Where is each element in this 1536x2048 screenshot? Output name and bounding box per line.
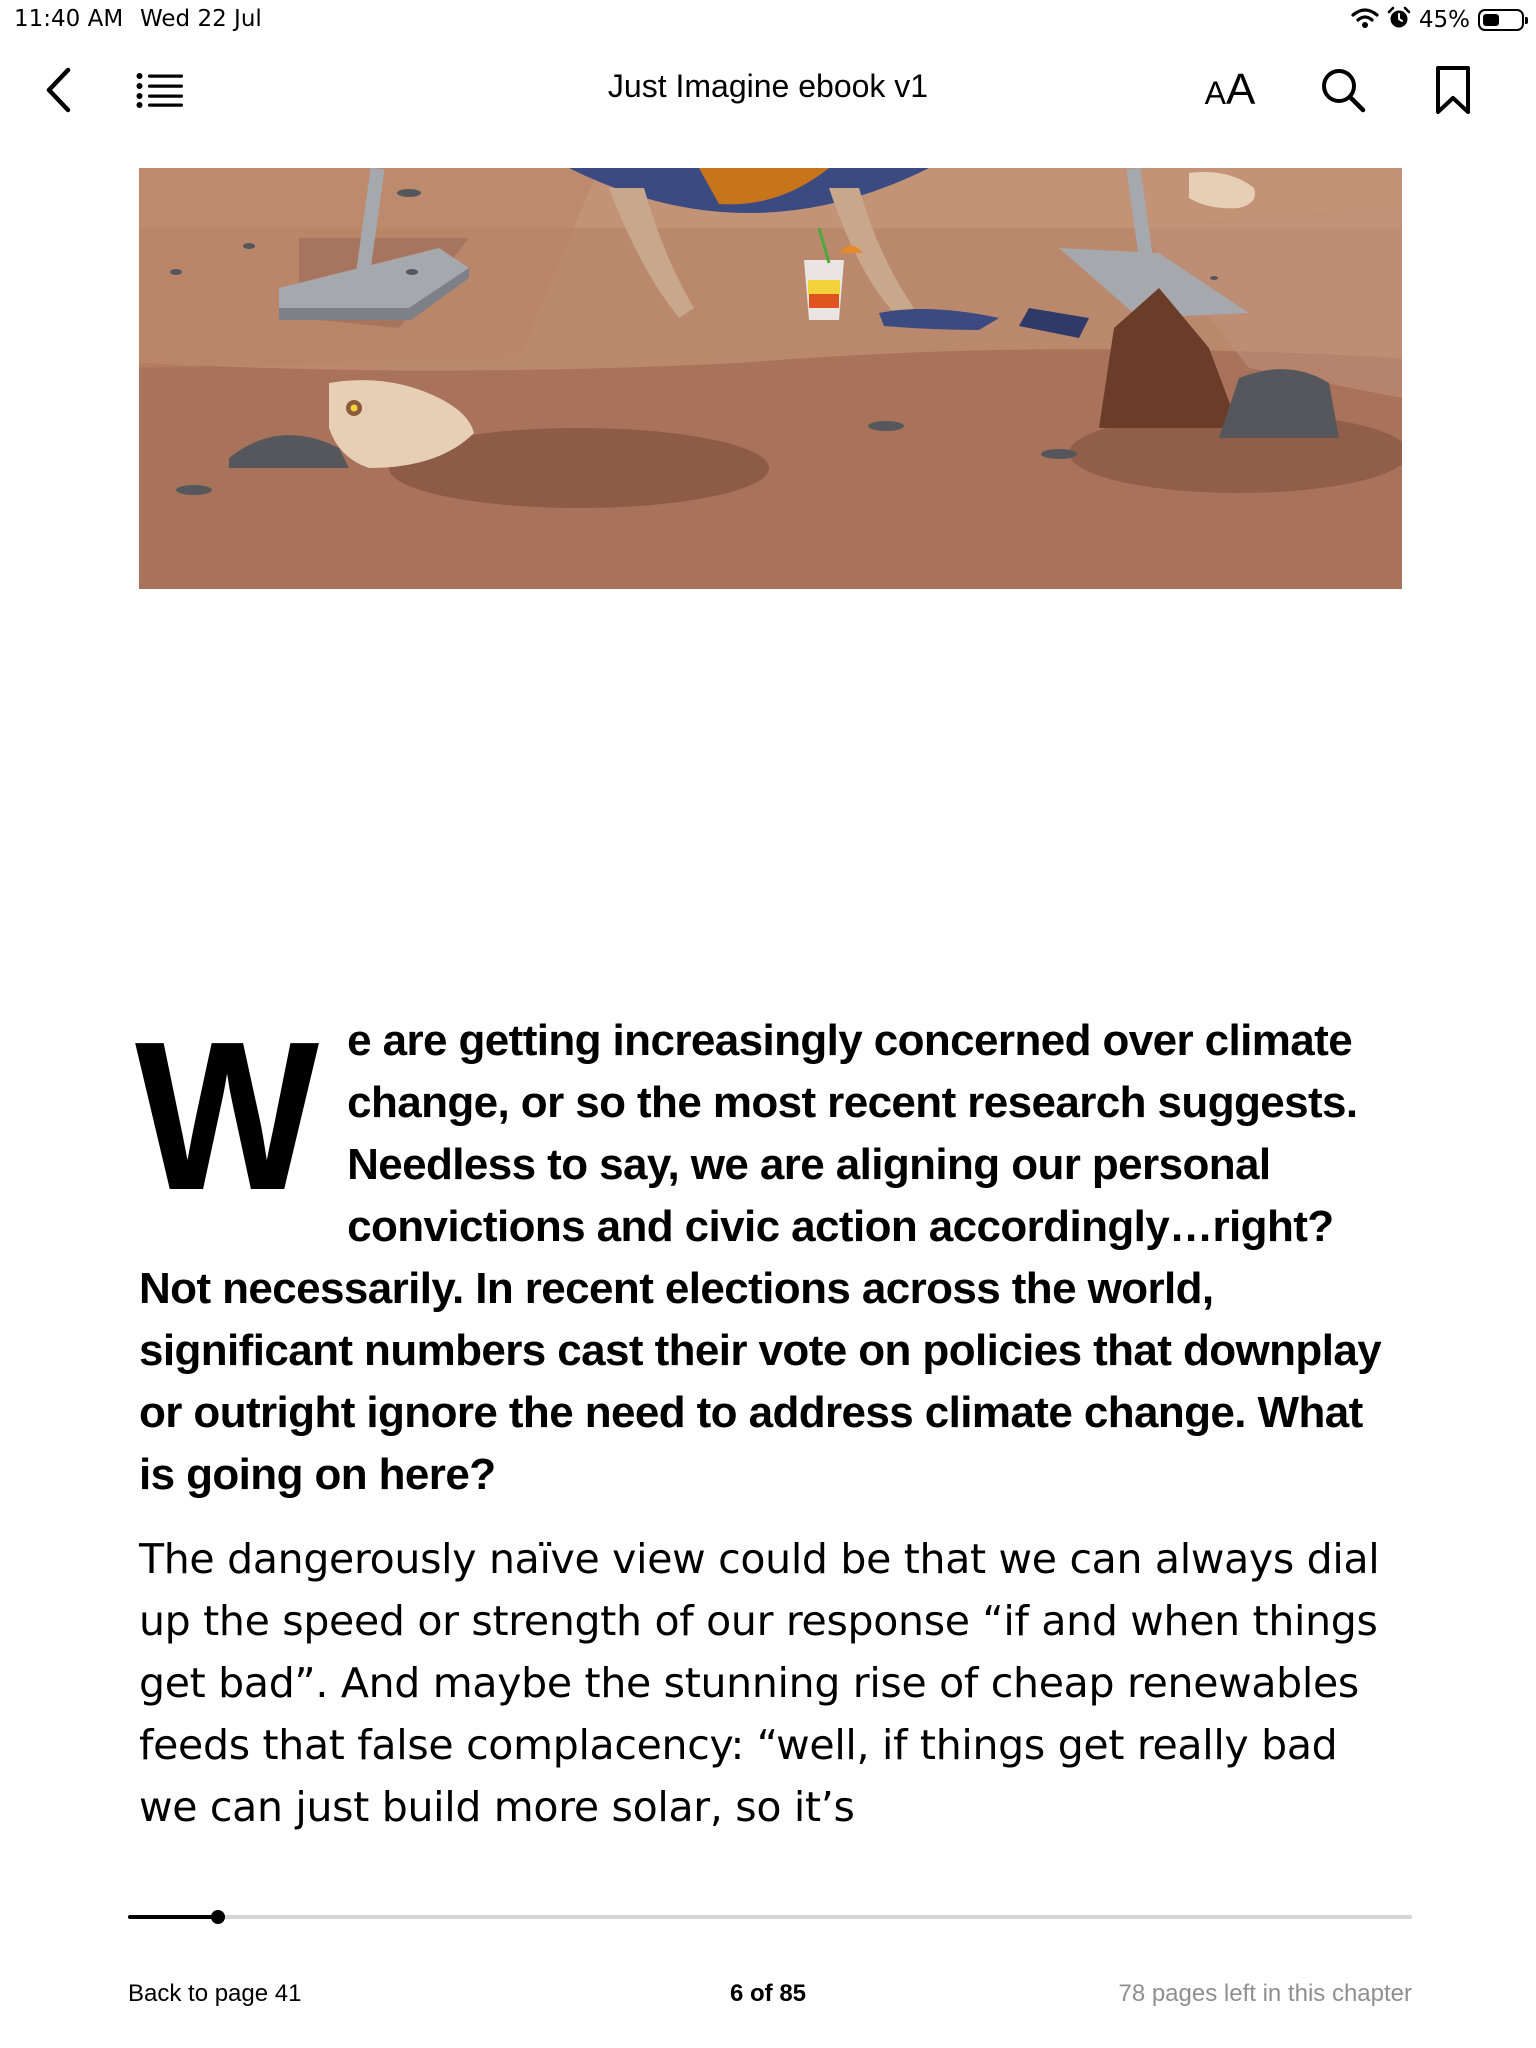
font-size-small-letter: A	[1204, 75, 1226, 111]
chapter-illustration	[139, 168, 1402, 589]
status-indicators	[1351, 6, 1524, 34]
alarm-icon	[1387, 6, 1411, 34]
book-title: Just Imagine ebook v1	[607, 68, 929, 104]
status-bar	[0, 0, 1536, 40]
battery-percentage: 45%	[1418, 7, 1470, 33]
drop-cap-letter: W	[135, 997, 314, 1234]
bookmark-icon	[1434, 65, 1472, 115]
progress-fill	[128, 1915, 218, 1919]
reading-progress-slider[interactable]	[128, 1910, 1412, 1924]
page-indicator: 6 of 85	[729, 1980, 807, 2007]
font-size-big-letter: A	[1225, 65, 1256, 114]
status-time: 11:40 AM	[14, 6, 124, 32]
progress-track[interactable]	[128, 1915, 1412, 1919]
battery-fill	[1483, 14, 1499, 26]
body-paragraph: The dangerously naïve view could be that we can always dial up the speed or strength of our response “if and when things get bad”. And maybe the stunning rise of cheap renewables feeds that false complacency: “well, if things get really bad we can just build more solar, so it’s	[139, 1535, 1380, 1831]
pages-left-label: 78 pages left in this chapter	[1118, 1980, 1412, 2007]
wifi-icon	[1351, 7, 1379, 33]
chapter-text	[135, 997, 1384, 1838]
battery-icon	[1478, 9, 1524, 31]
bookmark-button[interactable]	[1420, 50, 1486, 130]
font-size-button[interactable]	[1192, 50, 1268, 130]
back-to-page-link[interactable]: Back to page 41	[128, 1980, 302, 2007]
search-icon	[1320, 67, 1366, 113]
desert-hammock-illustration	[139, 168, 1402, 589]
status-date: Wed 22 Jul	[140, 6, 262, 32]
lead-paragraph-text: e are getting increasingly concerned over climate change, or so the most recent research suggests. Needless to say, we are aligning our personal convictions and civic action accordingly…right? Not necessarily. In recent elections across the world, significant numbers cast their vote on policies that downplay or outright ignore the need to address climate change. What is going on here?	[139, 1016, 1382, 1499]
lead-paragraph	[135, 997, 1384, 1506]
battery-cap	[1525, 17, 1528, 24]
reader-toolbar	[0, 50, 1536, 130]
progress-knob[interactable]	[211, 1910, 225, 1924]
search-button[interactable]	[1310, 50, 1376, 130]
font-size-icon	[1205, 65, 1256, 115]
